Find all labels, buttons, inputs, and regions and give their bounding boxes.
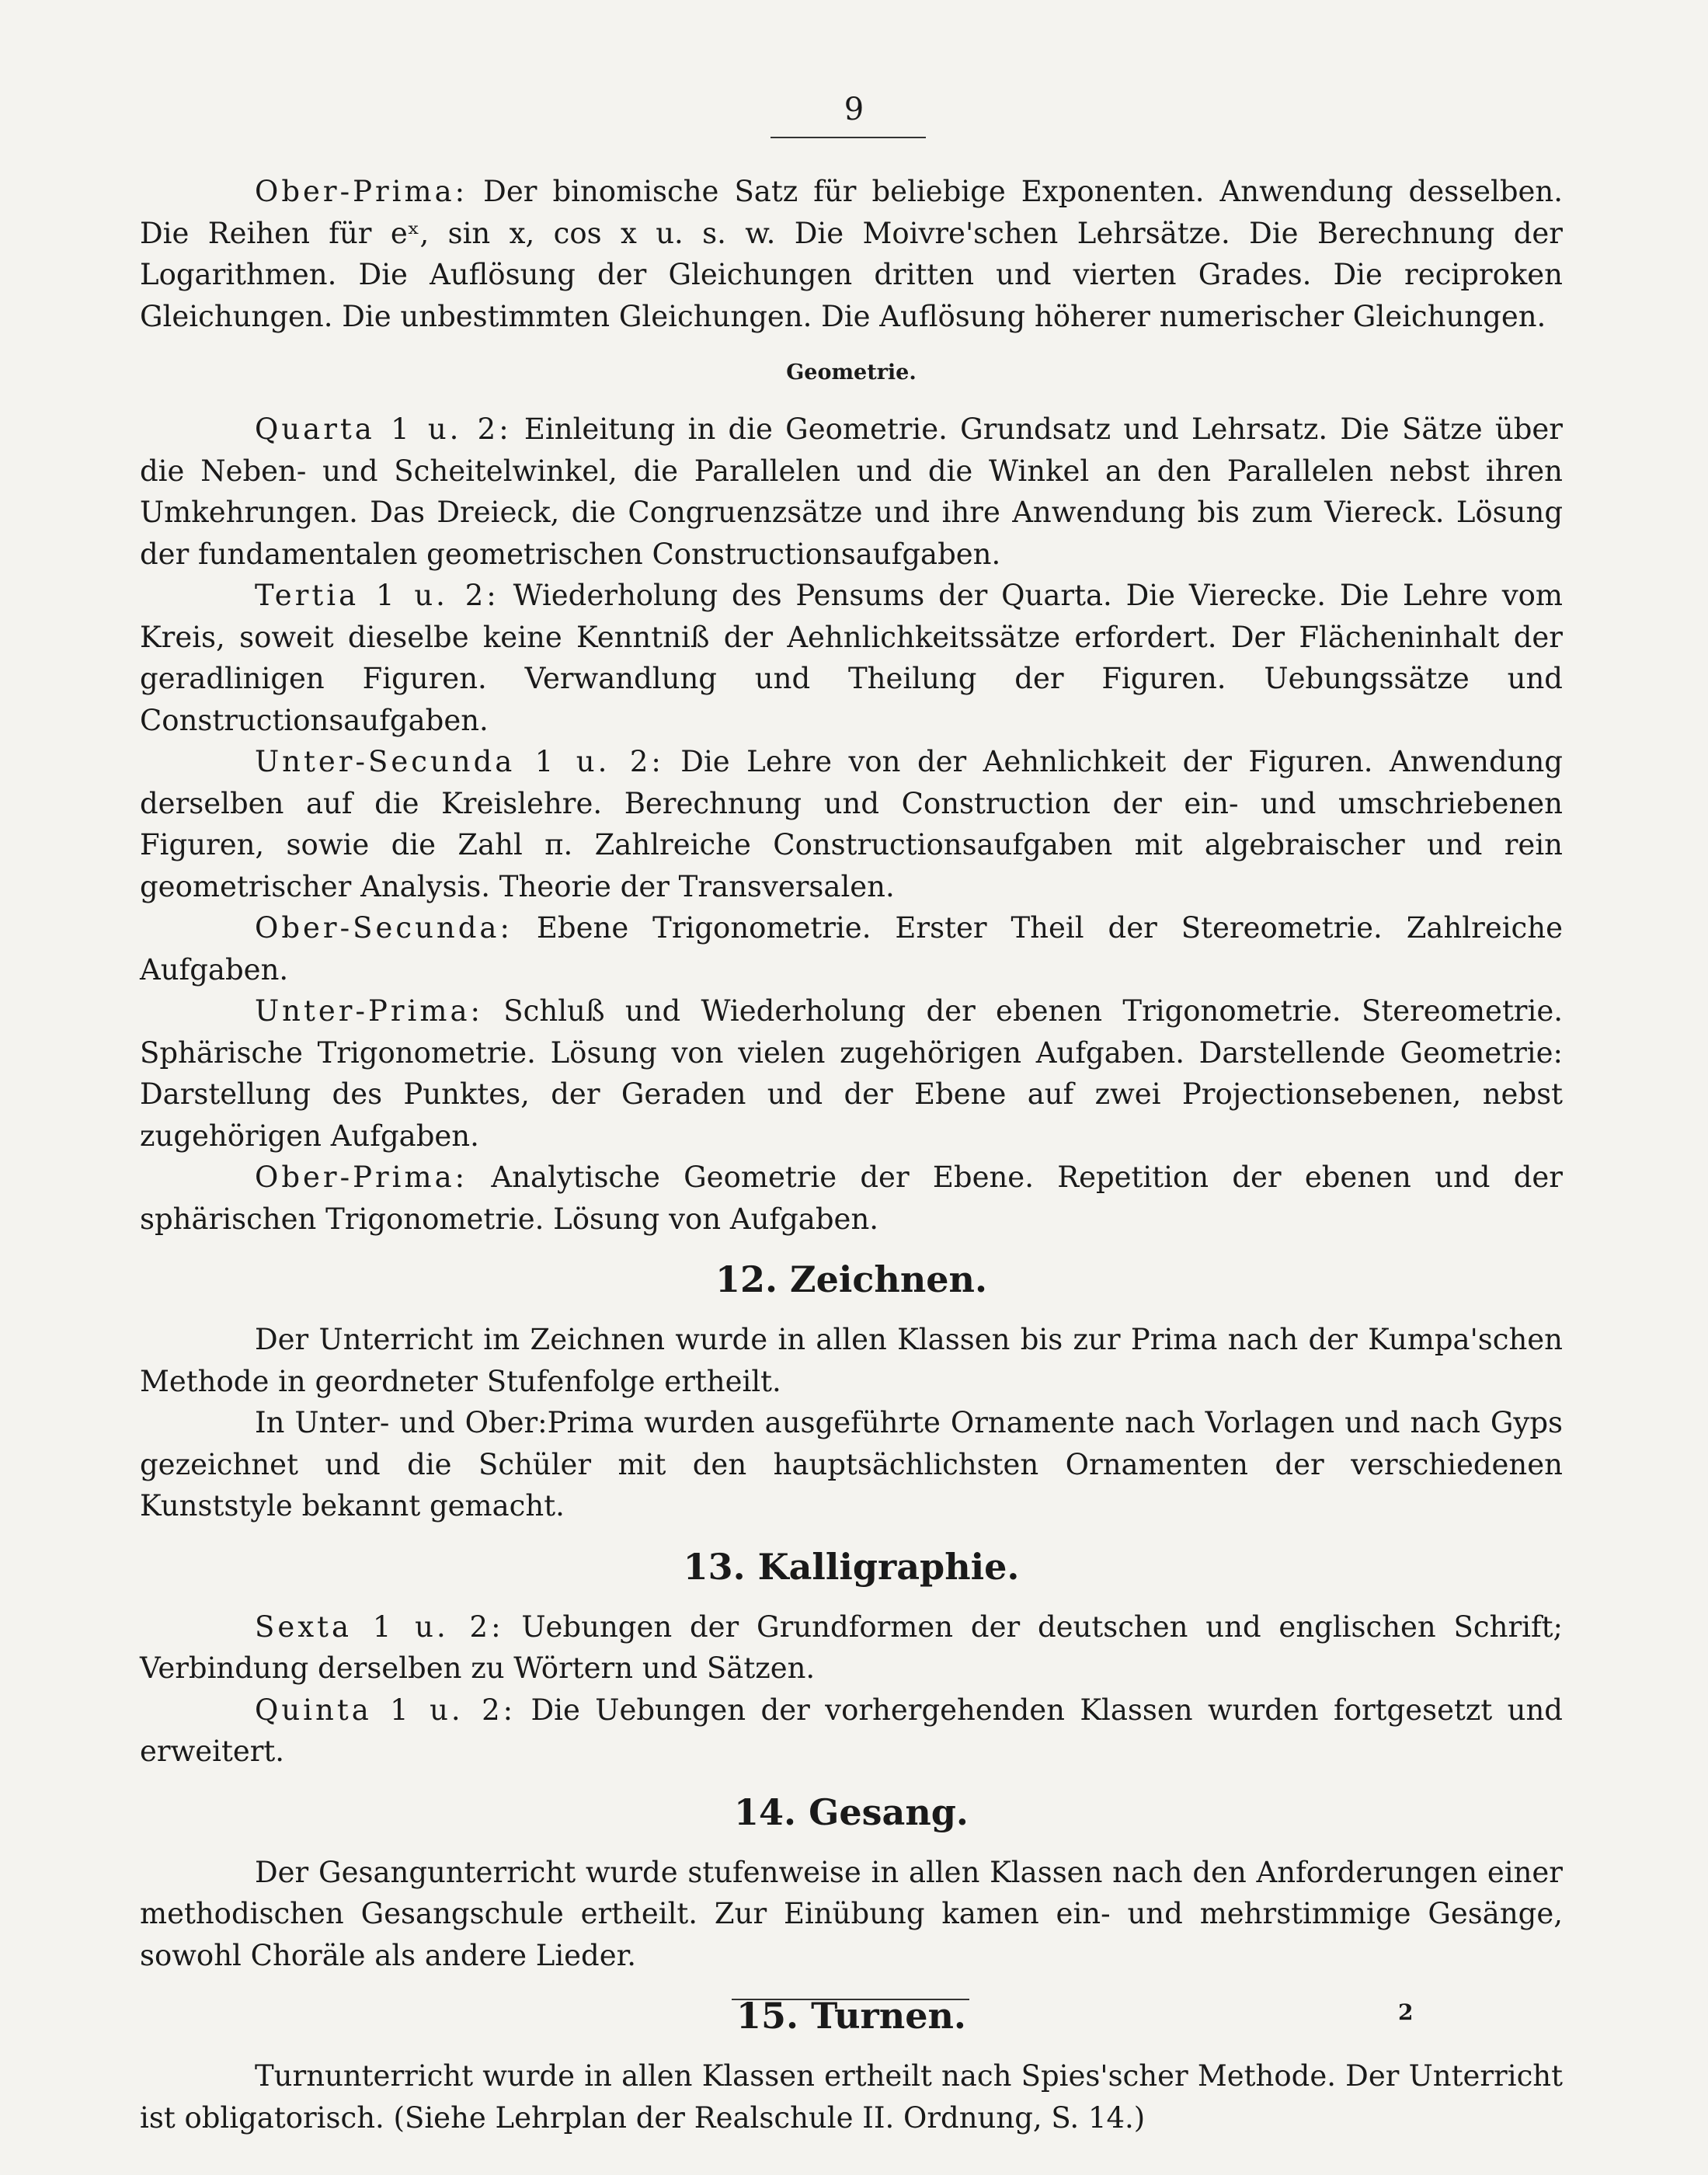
class-label: Quarta 1 u. 2:: [255, 412, 512, 446]
paragraph: [140, 2055, 1563, 2138]
paragraph-text: Der Unterricht im Zeichnen wurde in allen Klassen bis zur Prima nach der Kumpa'schen Methode in geordneter Stufenfolge ertheilt.: [140, 1323, 1563, 1398]
document-body: [140, 171, 1563, 2138]
class-label: Quinta 1 u. 2:: [255, 1693, 517, 1727]
paragraph-text: Uebungen der Grundformen der deutschen und englischen Schrift; Verbindung derselben zu Wörtern und Sätzen.: [140, 1610, 1564, 1685]
paragraph: [140, 1852, 1563, 1977]
page-number: 9: [844, 92, 864, 127]
paragraph: [140, 1606, 1563, 1690]
class-label: Sexta 1 u. 2:: [255, 1610, 504, 1644]
subsection-heading: Geometrie.: [786, 360, 917, 385]
paragraph-text: Die Uebungen der vorhergehenden Klassen wurden fortgesetzt und erweitert.: [140, 1693, 1563, 1768]
paragraph-text: Der binomische Satz für beliebige Exponenten. Anwendung desselben. Die Reihen für eˣ, sin x, cos x u. s. w. Die Moivre'schen Lehrsätze. Die Berechnung der Logarithmen. Die Auflösung der Gleichungen dritten und vierten Grades. Die reciproken Gleichungen. Die unbestimmten Gleichungen. Die Auflösung höherer numerischer Gleichungen.: [140, 175, 1563, 333]
paragraph: [140, 990, 1563, 1157]
class-label: Ober-Prima:: [255, 175, 468, 208]
header-rule: [771, 137, 926, 138]
paragraph-text: Einleitung in die Geometrie. Grundsatz und Lehrsatz. Die Sätze über die Neben- und Scheitelwinkel, die Parallelen und die Winkel an den Parallelen nebst ihren Umkehrungen. Das Dreieck, die Congruenzsätze und ihre Anwendung bis zum Viereck. Lösung der fundamentalen geometrischen Constructionsaufgaben.: [140, 412, 1563, 571]
class-label: Ober-Prima:: [255, 1161, 468, 1194]
paragraph-text: Wiederholung des Pensums der Quarta. Die Vierecke. Die Lehre vom Kreis, soweit dieselbe keine Kenntniß der Aehnlichkeitssätze erfordert. Der Flächeninhalt der geradlinigen Figuren. Verwandlung und Theilung der Figuren. Uebungssätze und Constructionsaufgaben.: [140, 579, 1563, 737]
paragraph: [140, 575, 1563, 741]
section-heading: 15. Turnen.: [736, 1995, 966, 2037]
paragraph: [140, 1402, 1563, 1527]
paragraph-text: Turnunterricht wurde in allen Klassen ertheilt nach Spies'scher Methode. Der Unterricht ist obligatorisch. (Siehe Lehrplan der Realschule II. Ordnung, S. 14.): [140, 2059, 1563, 2135]
section-heading: 14. Gesang.: [734, 1790, 969, 1833]
footer-rule: [732, 1999, 969, 2000]
paragraph-text: Schluß und Wiederholung der ebenen Trigonometrie. Stereometrie. Sphärische Trigonometrie. Lösung von vielen zugehörigen Aufgaben. Darstellende Geometrie: Darstellung des Punktes, der Geraden und der Ebene auf zwei Projectionsebenen, nebst zugehörigen Aufgaben.: [140, 994, 1563, 1153]
section-heading: 12. Zeichnen.: [715, 1258, 987, 1300]
section-heading: 13. Kalligraphie.: [683, 1545, 1020, 1588]
paragraph: [140, 1690, 1563, 1773]
signature-mark: 2: [1398, 1999, 1414, 2025]
paragraph: [140, 171, 1563, 337]
paragraph-text: In Unter- und Ober:Prima wurden ausgeführte Ornamente nach Vorlagen und nach Gyps gezeichnet und die Schüler mit den hauptsächlichsten Ornamenten der verschiedenen Kunststyle bekannt gemacht.: [140, 1406, 1563, 1522]
class-label: Unter-Prima:: [255, 994, 483, 1028]
paragraph: [140, 907, 1563, 990]
paragraph-text: Ebene Trigonometrie. Erster Theil der Stereometrie. Zahlreiche Aufgaben.: [140, 911, 1563, 987]
paragraph-text: Die Lehre von der Aehnlichkeit der Figuren. Anwendung derselben auf die Kreislehre. Berechnung und Construction der ein- und umschriebenen Figuren, sowie die Zahl π. Zahlreiche Constructionsaufgaben mit algebraischer und rein geometrischer Analysis. Theorie der Transversalen.: [140, 745, 1563, 903]
class-label: Unter-Secunda 1 u. 2:: [255, 745, 664, 778]
class-label: Ober-Secunda:: [255, 911, 513, 945]
paragraph: [140, 1319, 1563, 1402]
paragraph: [140, 741, 1563, 907]
paragraph-text: Analytische Geometrie der Ebene. Repetition der ebenen und der sphärischen Trigonometrie. Lösung von Aufgaben.: [140, 1161, 1563, 1236]
paragraph: [140, 1157, 1563, 1240]
paragraph: [140, 409, 1563, 575]
paragraph-text: Der Gesangunterricht wurde stufenweise in allen Klassen nach den Anforderungen einer methodischen Gesangschule ertheilt. Zur Einübung kamen ein- und mehrstimmige Gesänge, sowohl Choräle als andere Lieder.: [140, 1855, 1563, 1972]
class-label: Tertia 1 u. 2:: [255, 579, 499, 612]
